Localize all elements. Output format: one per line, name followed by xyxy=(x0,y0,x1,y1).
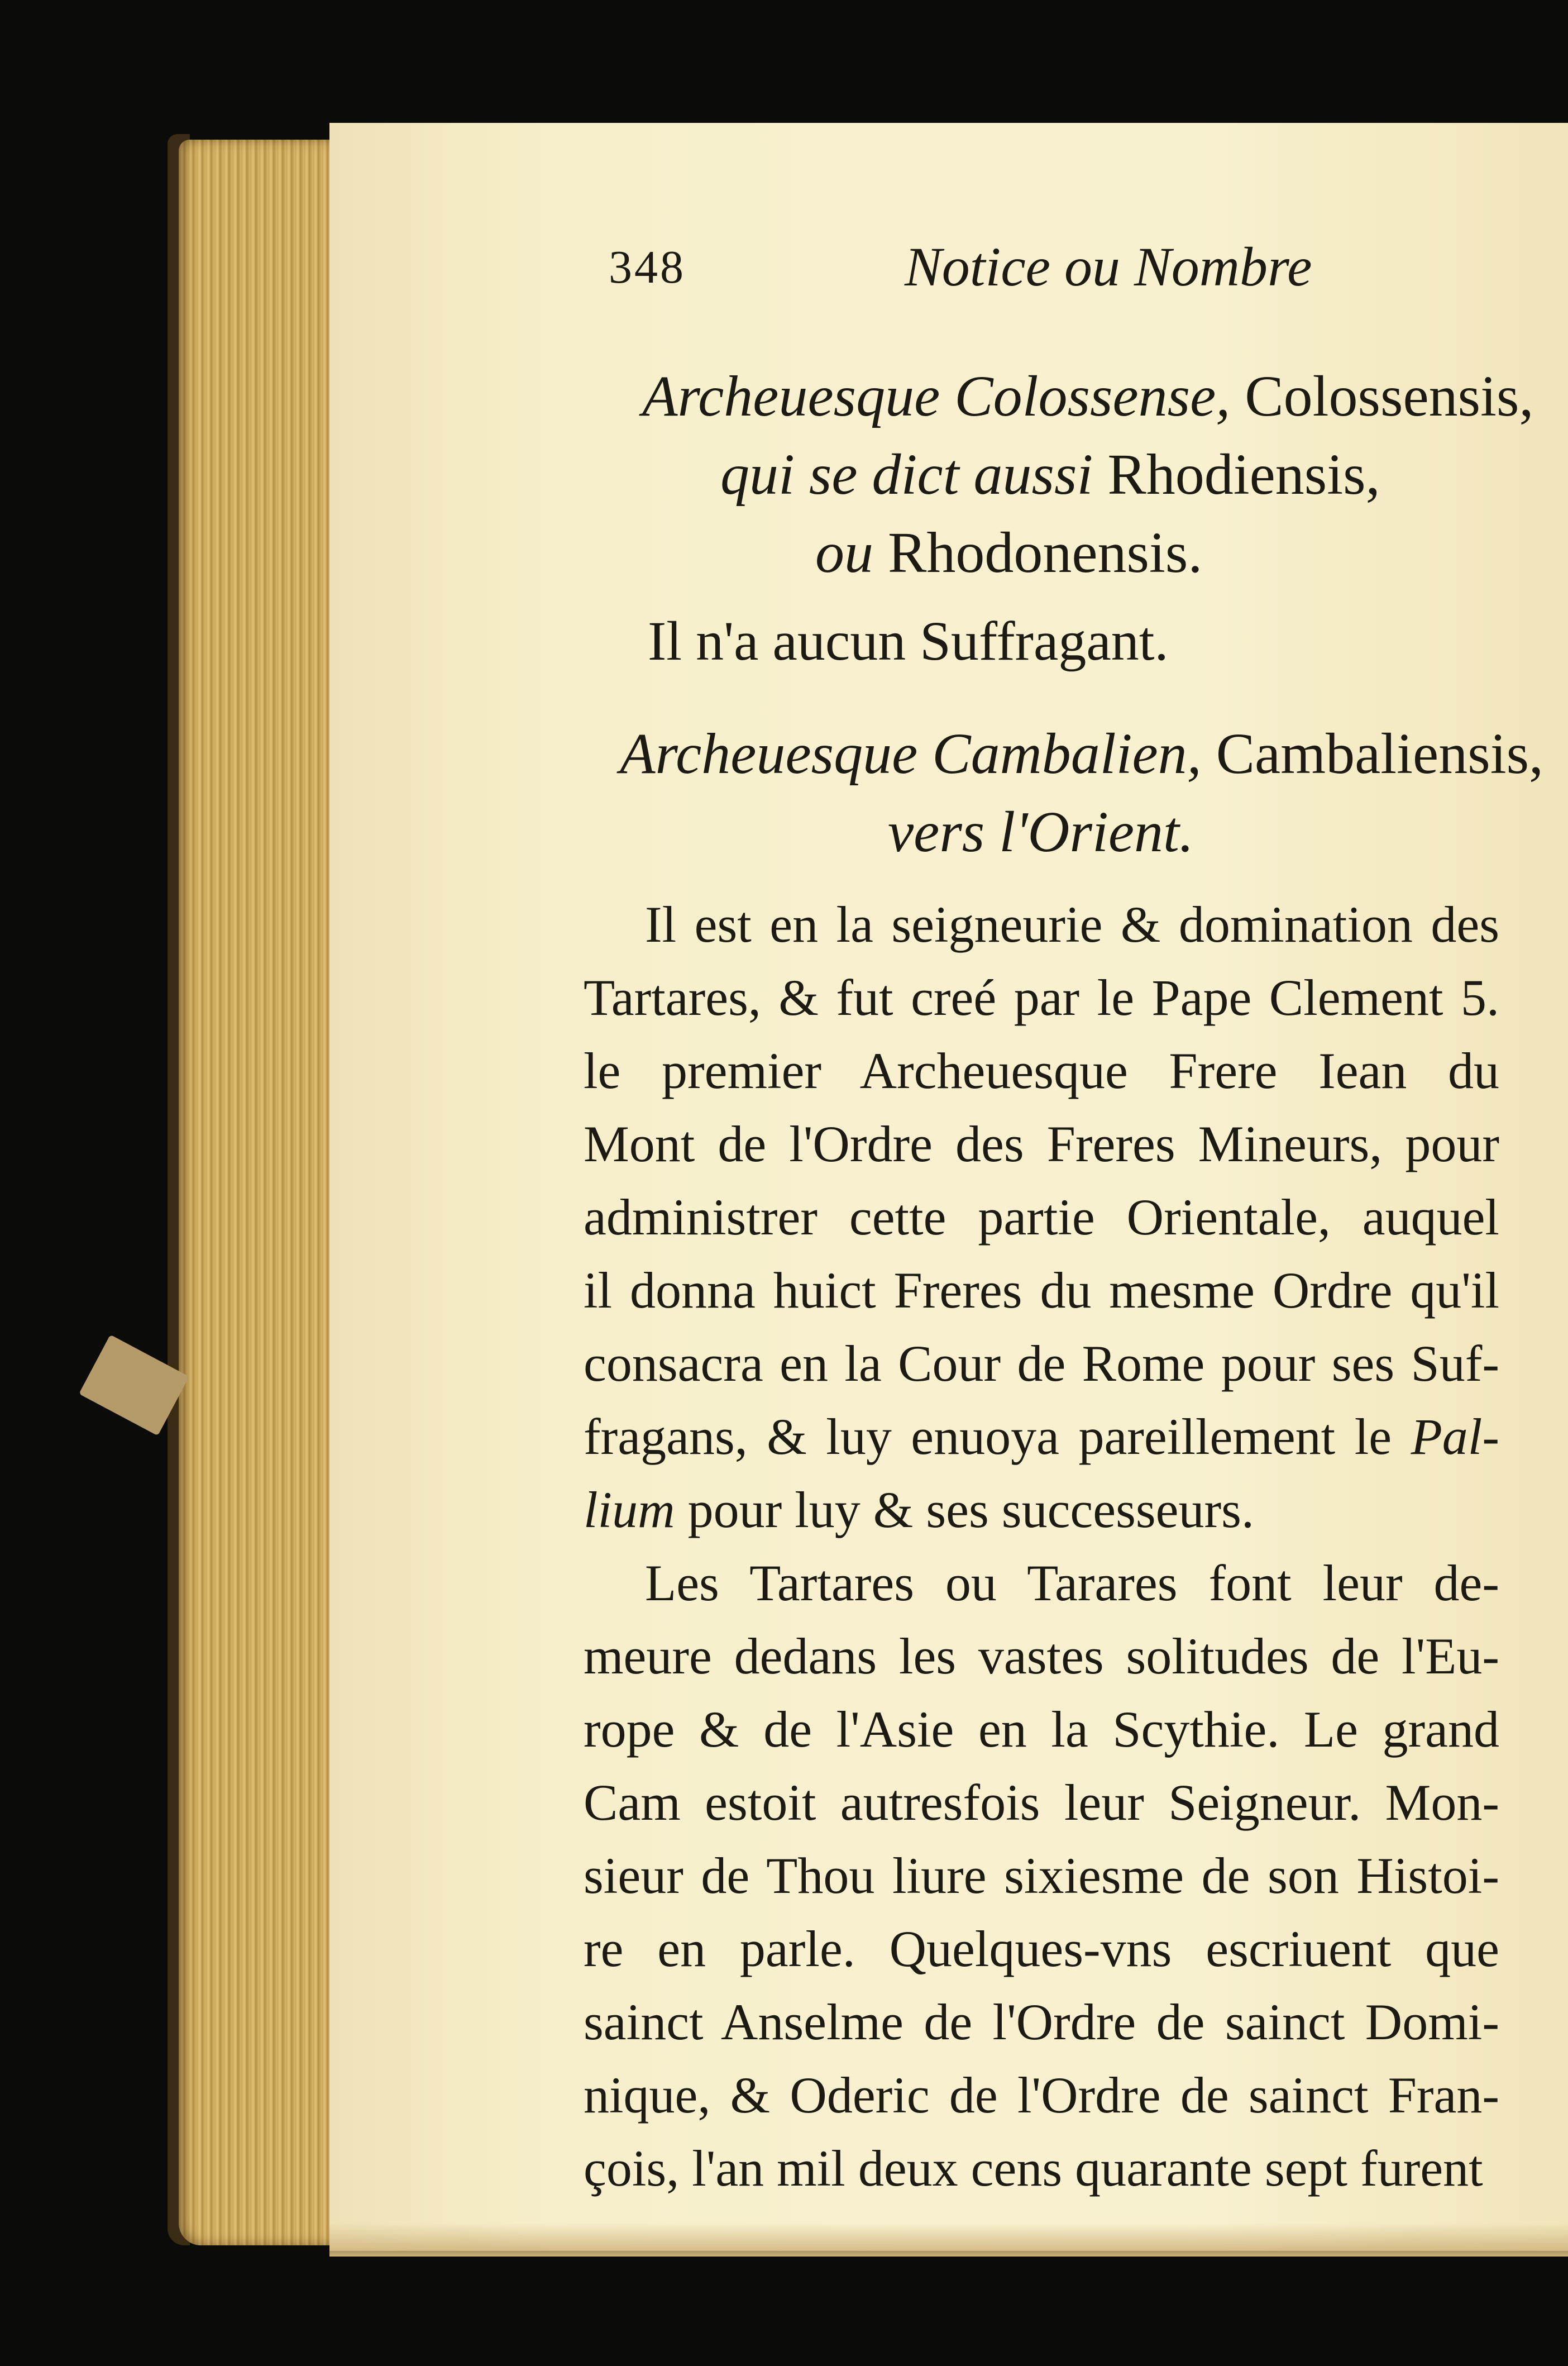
paragraph-2-line: çois, l'an mil deux cens quarante sept furent xyxy=(584,2140,1483,2197)
paragraph-2-line: rope & de l'Asie en la Scythie. Le grand xyxy=(584,1701,1499,1758)
heading-1-line-1: Archeuesque Colossense, Colossensis, xyxy=(642,364,1534,428)
paragraph-1-line: Tartares, & fut creé par le Pape Clement 5. xyxy=(584,969,1499,1026)
body-text xyxy=(584,888,1499,2205)
paragraph-1-line-pallium: fragans, & luy enuoya pareillement le Pal- xyxy=(584,1408,1500,1465)
paragraph-1-line: administrer cette partie Orientale, auquel xyxy=(584,1189,1499,1246)
paragraph-2-line: Cam estoit autresfois leur Seigneur. Mon- xyxy=(584,1774,1499,1831)
page-number: 348 xyxy=(609,241,686,293)
paragraph-2-line: sainct Anselme de l'Ordre de sainct Domi- xyxy=(584,1993,1499,2050)
paragraph-1-line: consacra en la Cour de Rome pour ses Suf- xyxy=(584,1335,1499,1392)
paragraph-2-line: sieur de Thou liure sixiesme de son Histoi- xyxy=(584,1847,1499,1904)
heading-1-line-3: ou Rhodonensis. xyxy=(815,521,1203,585)
paragraph-2-line: nique, & Oderic de l'Ordre de sainct Fran- xyxy=(584,2067,1499,2124)
paragraph-2-line: meure dedans les vastes solitudes de l'Eu- xyxy=(584,1628,1499,1685)
paragraph-2-line: Les Tartares ou Tarares font leur de- xyxy=(645,1554,1499,1611)
no-suffragan-note: Il n'a aucun Suffragant. xyxy=(648,610,1169,672)
paragraph-1-line: Mont de l'Ordre des Freres Mineurs, pour xyxy=(584,1115,1499,1172)
page-stack-edge xyxy=(179,140,346,2245)
heading-2-line-1: Archeuesque Cambalien, Cambaliensis, xyxy=(620,722,1544,786)
heading-2-line-2: vers l'Orient. xyxy=(888,800,1194,864)
paragraph-1-line: il donna huict Freres du mesme Ordre qu'il xyxy=(584,1262,1499,1319)
heading-1-line-2: qui se dict aussi Rhodiensis, xyxy=(720,442,1380,507)
paragraph-1-last-line: lium pour luy & ses successeurs. xyxy=(584,1481,1254,1538)
paragraph-1-line: Il est en la seigneurie & domination des xyxy=(645,896,1499,953)
paragraph-2-line: re en parle. Quelques-vns escriuent que xyxy=(584,1920,1499,1977)
page-bottom-edge xyxy=(329,2223,1568,2257)
running-head: Notice ou Nombre xyxy=(905,236,1312,298)
paragraph-1-line: le premier Archeuesque Frere Iean du xyxy=(584,1042,1499,1099)
